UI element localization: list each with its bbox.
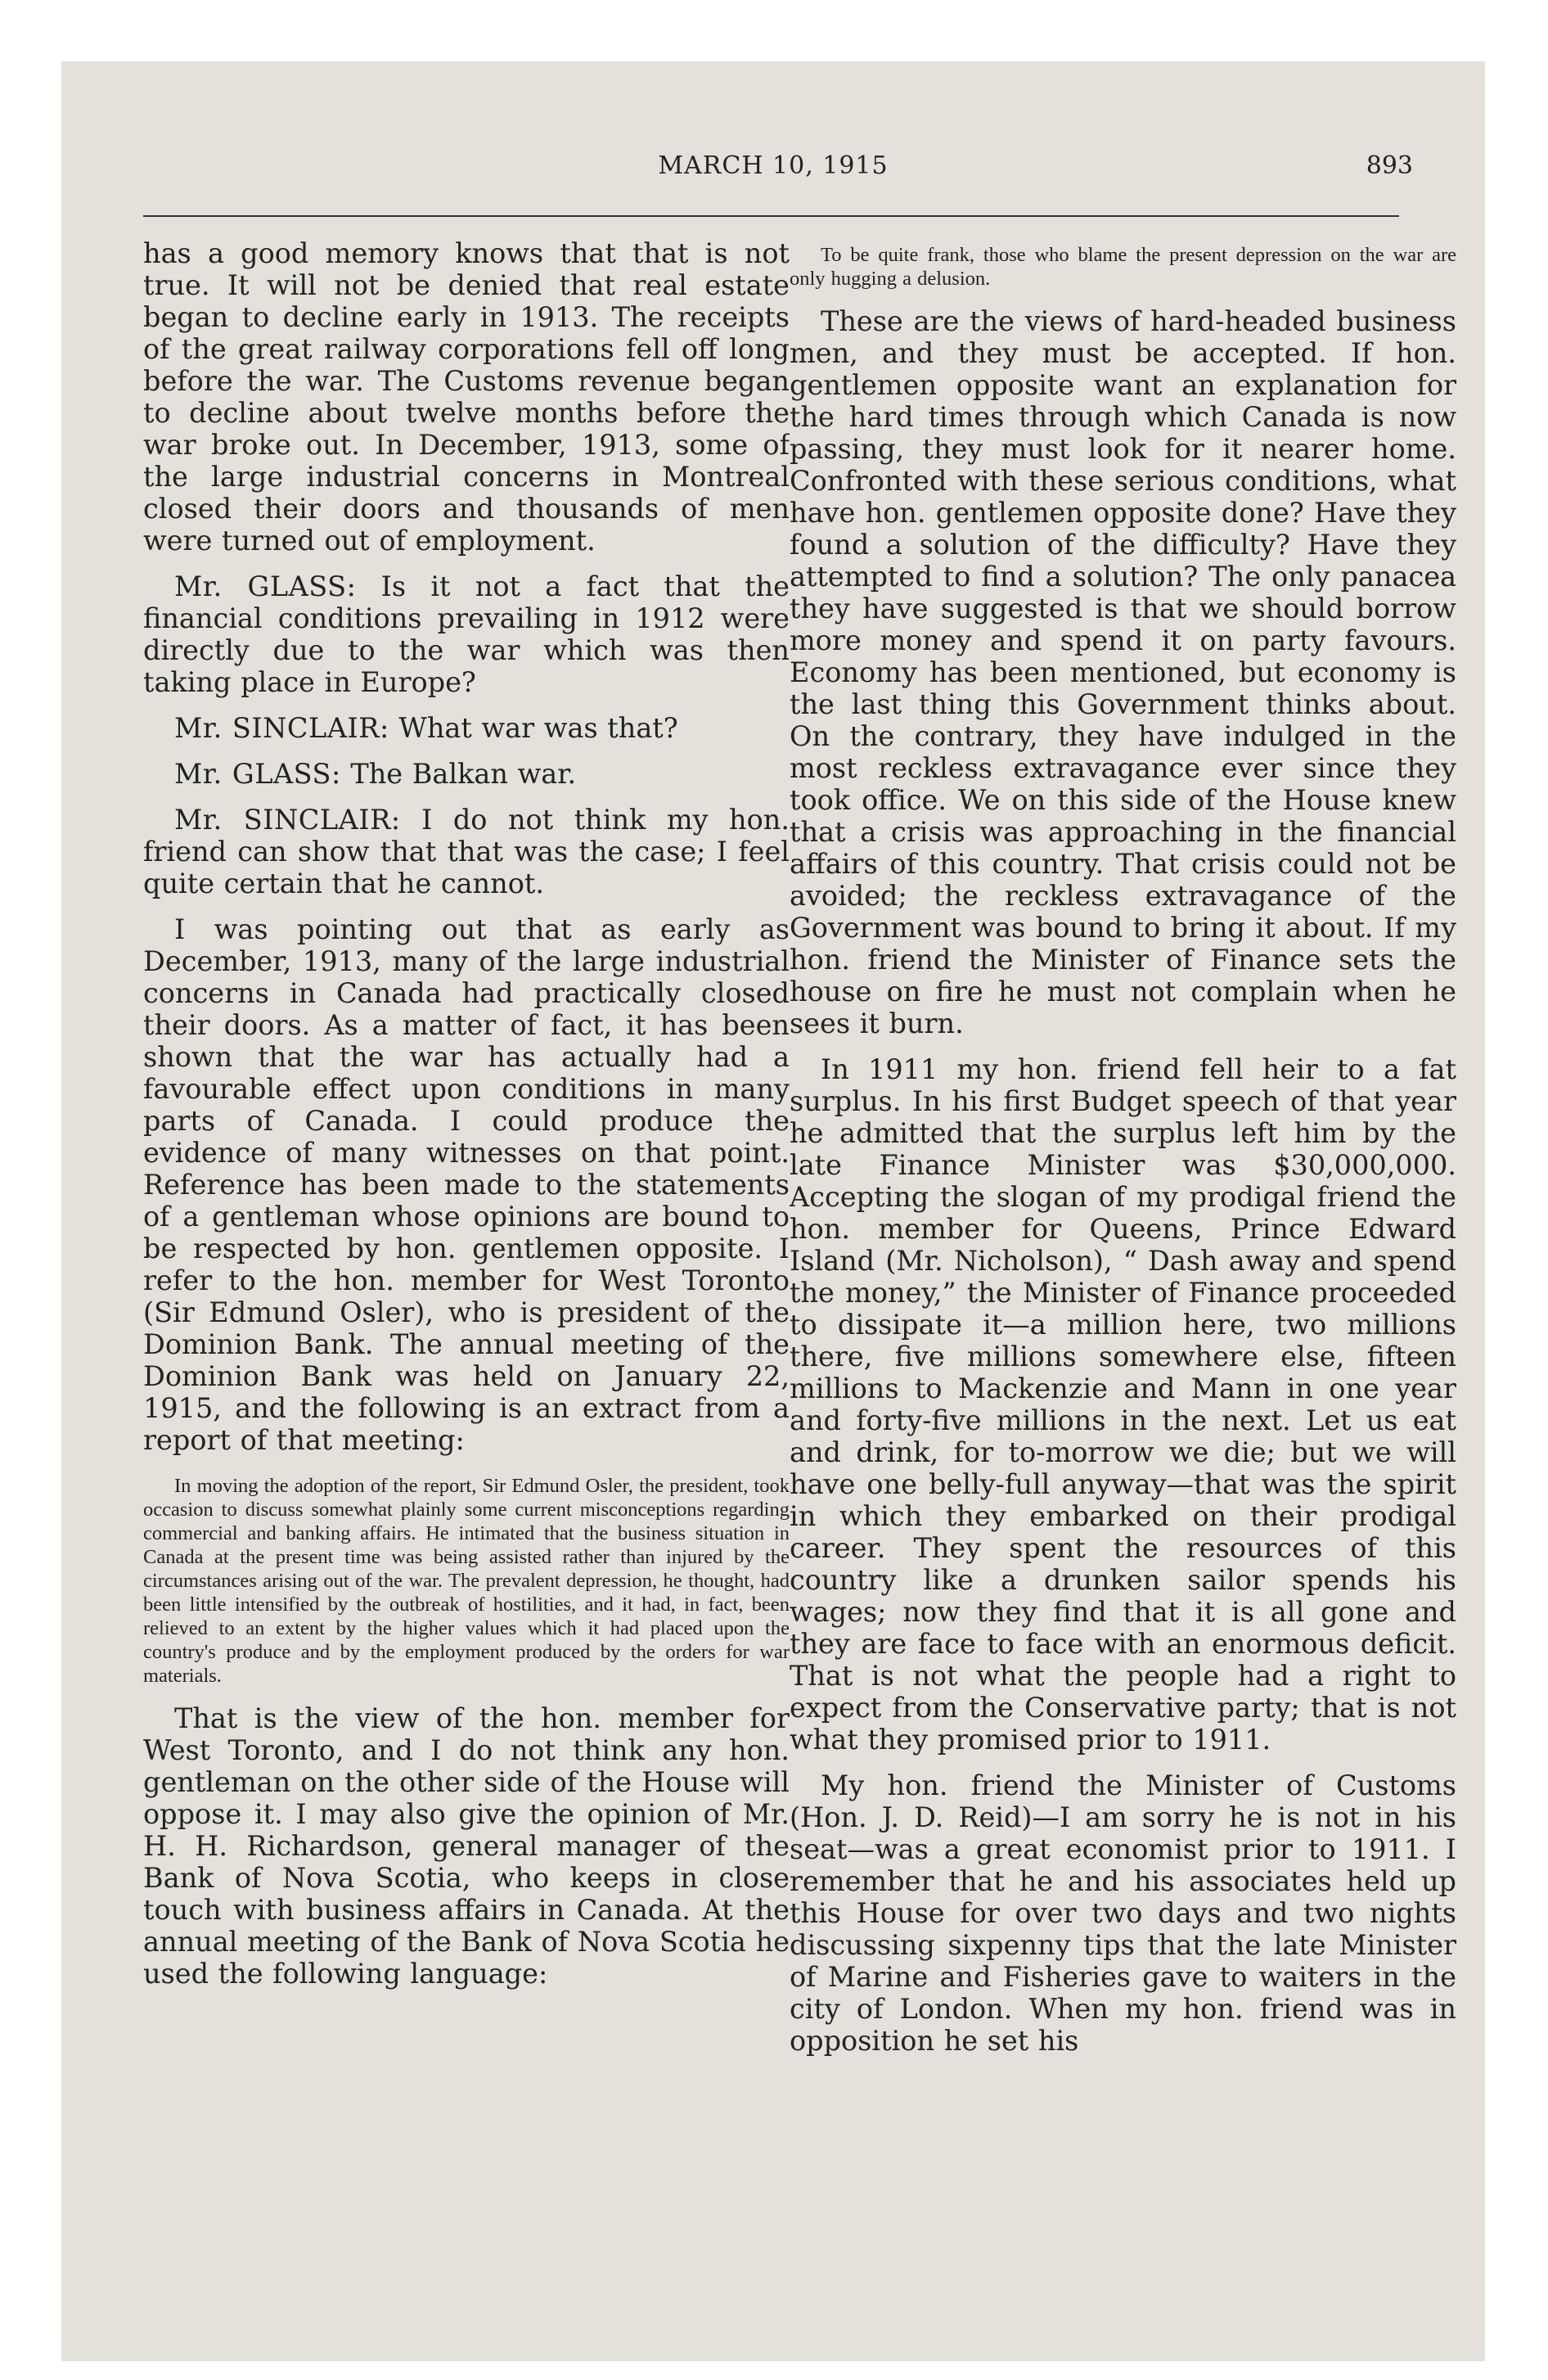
paragraph: Mr. GLASS: The Balkan war. — [174, 758, 577, 790]
speaker-name: Mr. GLASS: — [174, 570, 357, 602]
page-date: MARCH 10, 1915 — [658, 151, 889, 180]
paragraph: My hon. friend the Minister of Customs (Hon. J. D. Reid)—I am sorry he is not in his seat—was a great economist prior to 1911. I remember that he and his associates held up this House for over two days and two nights discussing sixpenny tips that the late Minister of Marine and Fisheries gave to waiters in the city of London. When my hon. friend was in opposition he set his — [790, 1769, 1456, 2057]
page-header — [61, 151, 1485, 201]
paragraph: Mr. SINCLAIR: What war was that? — [174, 712, 678, 744]
speaker-name: Mr. SINCLAIR: — [174, 712, 389, 744]
right-column — [790, 243, 1456, 2256]
paragraph: I was pointing out that as early as December, 1913, many of the large industrial concerns in Canada had practically closed their doors. As a matter of fact, it has been shown that the war has actually had a favourable effect upon conditions in many parts of Canada. I could produce the evidence of many witnesses on that point. Reference has been made to the statements of a gentleman whose opinions are bound to be respected by hon. gentlemen opposite. I refer to the hon. member for West Toronto (Sir Edmund Osler), who is president of the Dominion Bank. The annual meeting of the Dominion Bank was held on January 22, 1915, and the following is an extract from a report of that meeting: — [143, 913, 790, 1456]
left-column — [143, 237, 790, 2251]
paragraph: That is the view of the hon. member for West Toronto, and I do not think any hon. gentleman on the other side of the House will oppose it. I may also give the opinion of Mr. H. H. Richardson, general manager of the Bank of Nova Scotia, who keeps in close touch with business affairs in Canada. At the annual meeting of the Bank of Nova Scotia he used the following language: — [143, 1702, 790, 1990]
speaker-name: Mr. GLASS: — [174, 758, 341, 790]
page-number: 893 — [1366, 151, 1413, 180]
paragraph: Mr. GLASS: Is it not a fact that the financial conditions prevailing in 1912 were directly due to the war which was then taking place in Europe? — [143, 570, 790, 698]
header-rule — [143, 215, 1399, 217]
paragraph: In 1911 my hon. friend fell heir to a fat surplus. In his first Budget speech of that year he admitted that the surplus left him by the late Finance Minister was $30,000,000. Accepting the slogan of my prodigal friend the hon. member for Queens, Prince Edward Island (Mr. Nicholson), “ Dash away and spend the money,” the Minister of Finance proceeded to dissipate it—a million here, two millions there, five millions somewhere else, fifteen millions to Mackenzie and Mann in one year and forty-five millions in the next. Let us eat and drink, for to-morrow we die; but we will have one belly-full anyway—that was the spirit in which they embarked on their prodigal career. They spent the resources of this country like a drunken sailor spends his wages; now they find that it is all gone and they are face to face with an enormous deficit. That is not what the people had a right to expect from the Conservative party; that is not what they promised prior to 1911. — [790, 1053, 1456, 1756]
paragraph: has a good memory knows that that is not true. It will not be denied that real estate began to decline early in 1913. The receipts of the great railway corporations fell off long before the war. The Customs revenue began to decline about twelve months before the war broke out. In December, 1913, some of the large industrial concerns in Montreal closed their doors and thousands of men were turned out of employment. — [143, 237, 790, 557]
scanned-page — [61, 61, 1485, 2361]
speaker-name: Mr. SINCLAIR: — [174, 804, 401, 836]
paragraph: Mr. SINCLAIR: I do not think my hon. friend can show that that was the case; I feel quite certain that he cannot. — [143, 804, 790, 899]
paragraph: These are the views of hard-headed business men, and they must be accepted. If hon. gentlemen opposite want an explanation for the hard times through which Canada is now passing, they must look for it nearer home. Confronted with these serious conditions, what have hon. gentlemen opposite done? Have they found a solution of the difficulty? Have they attempted to find a solution? The only panacea they have suggested is that we should borrow more money and spend it on party favours. Economy has been mentioned, but economy is the last thing this Government thinks about. On the contrary, they have indulged in the most reckless extravagance ever since they took office. We on this side of the House knew that a crisis was approaching in the financial affairs of this country. That crisis could not be avoided; the reckless extravagance of the Government was bound to bring it about. If my hon. friend the Minister of Finance sets the house on fire he must not complain when he sees it burn. — [790, 305, 1456, 1039]
block-quote: To be quite frank, those who blame the present depression on the war are only hugging a delusion. — [790, 244, 1456, 290]
block-quote: In moving the adoption of the report, Sir Edmund Osler, the president, took occasion to discuss somewhat plainly some current misconceptions regarding commercial and banking affairs. He intimated that the business situation in Canada at the present time was being assisted rather than injured by the circumstances arising out of the war. The prevalent depression, he thought, had been little intensified by the outbreak of hostilities, and it had, in fact, been relieved to an extent by the higher values which it had placed upon the country's produce and by the employment produced by the orders for war materials. — [143, 1475, 790, 1687]
